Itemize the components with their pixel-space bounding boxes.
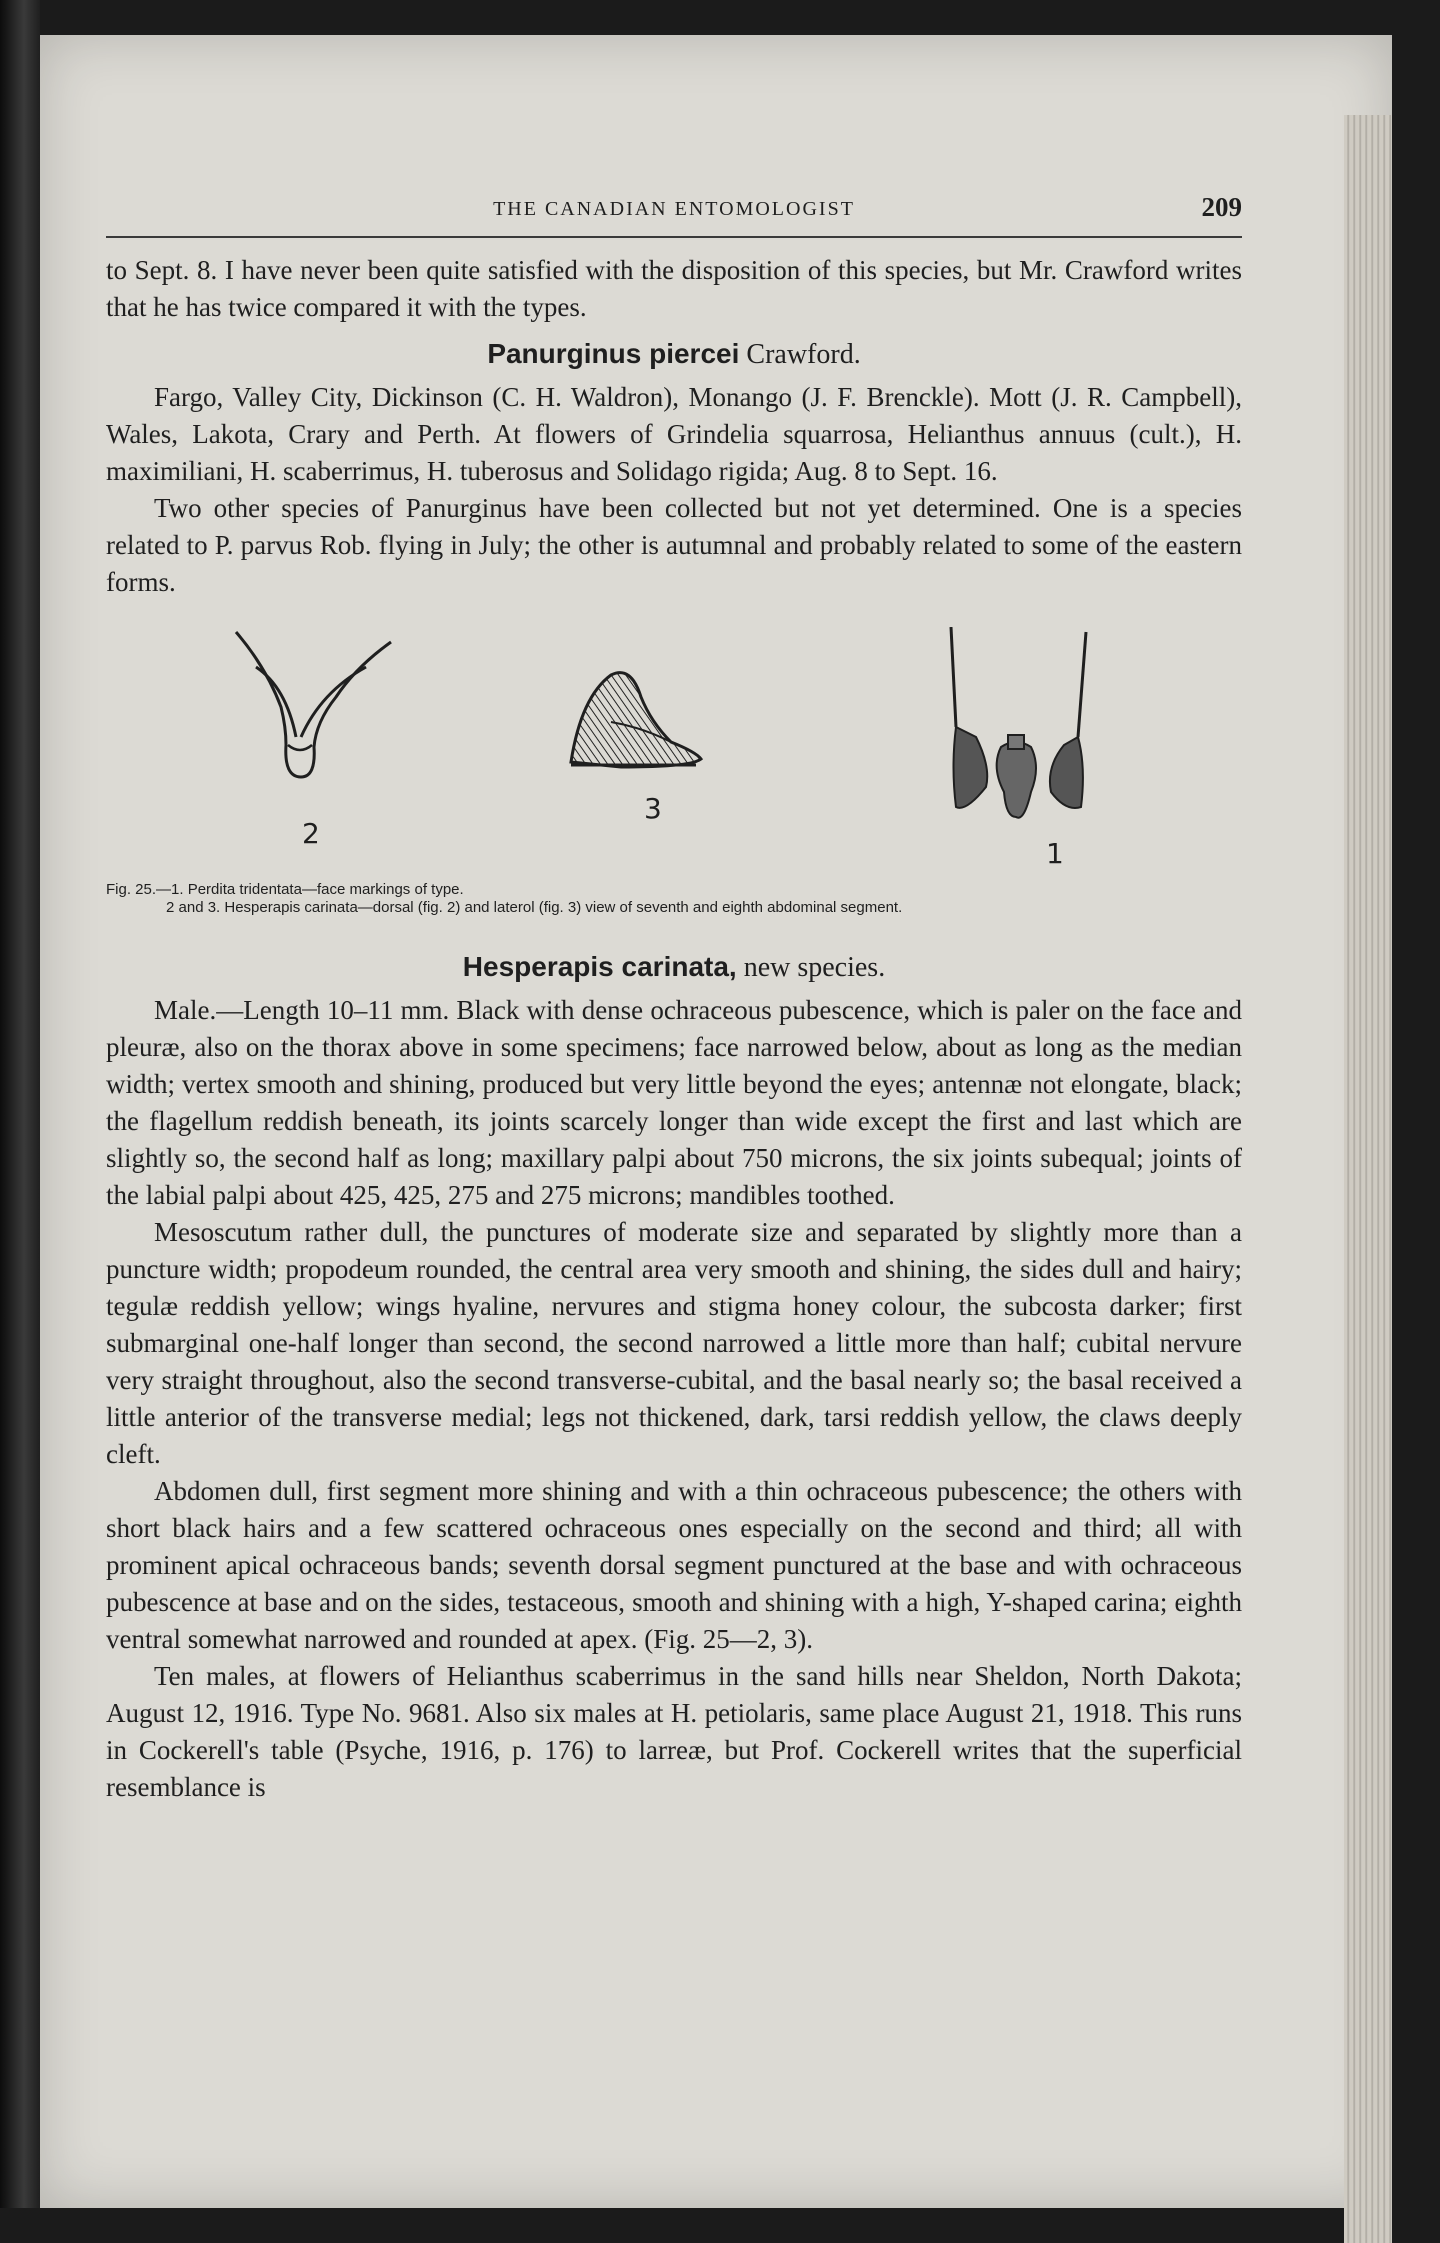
species-name: Panurginus piercei	[487, 338, 740, 369]
caption-line-2: 2 and 3. Hesperapis carinata—dorsal (fig. 2) and laterol (fig. 3) view of seventh and eighth abdominal segment.	[166, 899, 903, 916]
figure-label-3: 3	[644, 792, 662, 825]
figure-label-1: 1	[1046, 837, 1064, 870]
species-author: new species.	[743, 952, 886, 983]
figure-2-drawing	[226, 627, 396, 827]
species-heading-panurginus	[106, 334, 1242, 375]
journal-title: THE CANADIAN ENTOMOLOGIST	[493, 198, 855, 220]
figure-25	[106, 627, 1242, 877]
paragraph-7: Ten males, at flowers of Helianthus scaberrimus in the sand hills near Sheldon, North Dakota; August 12, 1916. Type No. 9681. Also six males at H. petiolaris, same place August 21, 1918. This runs in Cockerell's table (Psyche, 1916, p. 176) to larreæ, but Prof. Cockerell writes that the superficial resemblance is	[106, 1661, 1242, 1802]
paragraph-1: to Sept. 8. I have never been quite satisfied with the disposition of this species, but Mr. Crawford writes that he has twice compared it with the types.	[106, 255, 1242, 322]
running-head	[106, 180, 1242, 238]
species-author: Crawford.	[746, 339, 861, 370]
book-spine	[0, 0, 40, 2208]
caption-line-1: Fig. 25.—1. Perdita tridentata—face markings of type.	[106, 881, 464, 898]
figure-1-drawing	[906, 627, 1106, 827]
figure-label-2: 2	[302, 817, 320, 850]
figure-caption	[106, 881, 1242, 917]
paragraph-4: Male.—Length 10–11 mm. Black with dense ochraceous pubescence, which is paler on the face and pleuræ, also on the thorax above in some specimens; face narrowed below, about as long as the median width; vertex smooth and shining, produced but very little beyond the eyes; antennæ not elongate, black; the flagellum reddish beneath, its joints scarcely longer than wide except the first and last which are slightly so, the second half as long; maxillary palpi about 750 microns, the six joints subequal; joints of the labial palpi about 425, 425, 275 and 275 microns; mandibles toothed.	[106, 995, 1242, 1210]
paragraph-3: Two other species of Panurginus have been collected but not yet determined. One is a species related to P. parvus Rob. flying in July; the other is autumnal and probably related to some of the eastern forms.	[106, 493, 1242, 597]
page-edges	[1344, 115, 1392, 2243]
paragraph-6: Abdomen dull, first segment more shining and with a thin ochraceous pubescence; the others with short black hairs and a few scattered ochraceous ones especially on the second and third; all with prominent apical ochraceous bands; seventh dorsal segment punctured at the base and with ochraceous pubescence at base and on the sides, testaceous, smooth and shining with a high, Y-shaped carina; eighth ventral somewhat narrowed and rounded at apex. (Fig. 25—2, 3).	[106, 1476, 1242, 1654]
paragraph-2: Fargo, Valley City, Dickinson (C. H. Waldron), Monango (J. F. Brenckle). Mott (J. R. Campbell), Wales, Lakota, Crary and Perth. At flowers of Grindelia squarrosa, Helianthus annuus (cult.), H. maximiliani, H. scaberrimus, H. tuberosus and Solidago rigida; Aug. 8 to Sept. 16.	[106, 382, 1242, 486]
species-heading-hesperapis	[106, 947, 1242, 988]
page-content	[106, 180, 1242, 1806]
species-name: Hesperapis carinata,	[462, 951, 737, 982]
paragraph-5: Mesoscutum rather dull, the punctures of moderate size and separated by slightly more than a puncture width; propodeum rounded, the central area very smooth and shining, the sides dull and hairy; tegulæ reddish yellow; wings hyaline, nervures and stigma honey colour, the subcosta darker; first submarginal one-half longer than second, the second narrowed a little more than half; cubital nervure very straight throughout, also the second transverse-cubital, and the basal nearly so; the basal received a little anterior of the transverse medial; legs not thickened, dark, tarsi reddish yellow, the claws deeply cleft.	[106, 1217, 1242, 1469]
page-number: 209	[1201, 192, 1242, 222]
figure-3-drawing	[561, 667, 711, 777]
